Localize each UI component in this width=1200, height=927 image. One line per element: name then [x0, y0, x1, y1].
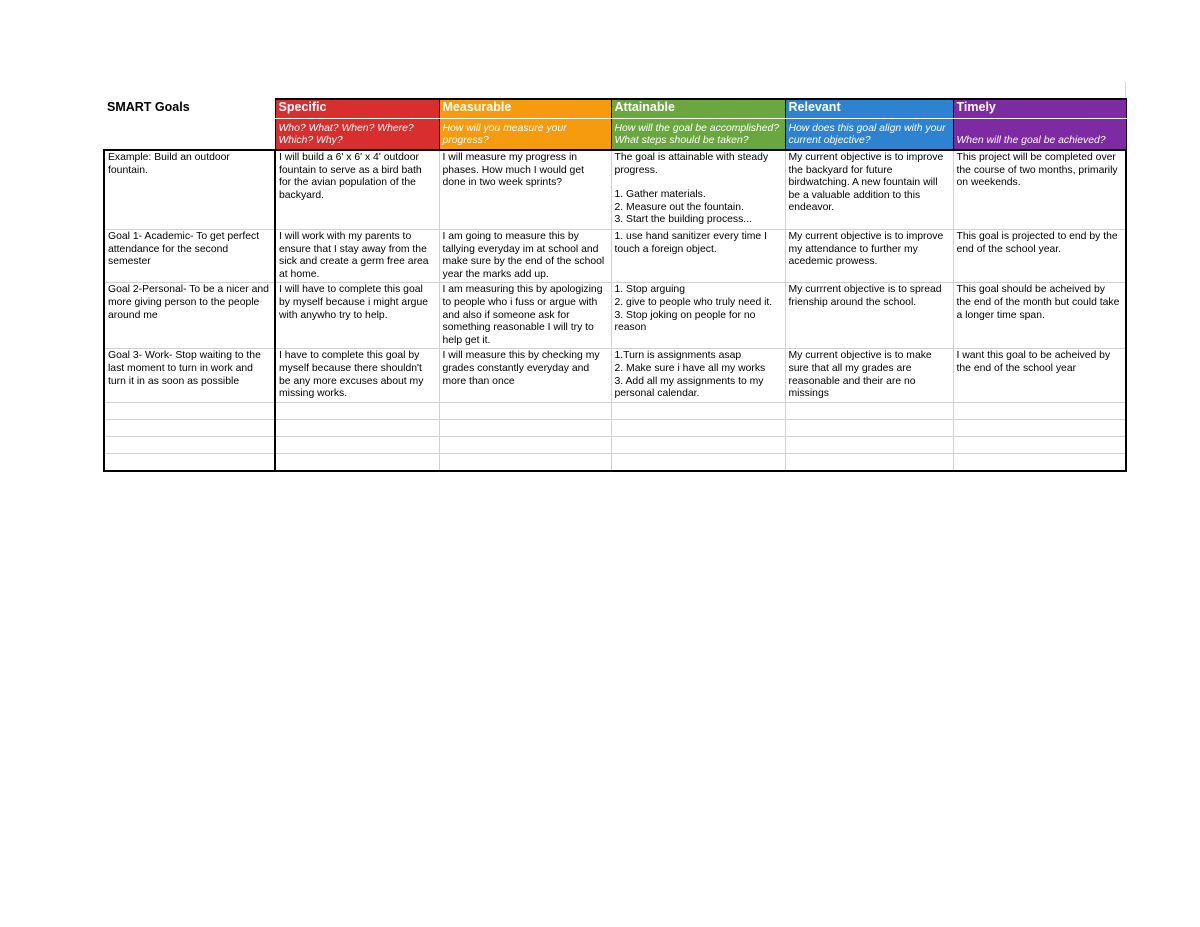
header-specific: Specific: [275, 99, 439, 119]
attainable-step: 2. Make sure i have all my works: [614, 362, 766, 374]
empty-cell[interactable]: [611, 419, 785, 436]
timely-cell[interactable]: I want this goal to be acheived by the end of the school year: [953, 349, 1126, 402]
goal-cell[interactable]: Goal 2-Personal- To be a nicer and more giving person to the people around me: [104, 283, 275, 349]
smart-goals-table: [103, 98, 1127, 472]
attainable-step: 2. Measure out the fountain.: [614, 201, 744, 213]
attainable-cell[interactable]: [611, 349, 785, 402]
measurable-cell[interactable]: I am measuring this by apologizing to people who i fuss or argue with and also if someone ask for something reasonable I will try to help get it.: [439, 283, 611, 349]
empty-cell[interactable]: [785, 453, 953, 471]
empty-row: [104, 453, 1126, 471]
header-timely: Timely: [953, 99, 1126, 119]
empty-cell[interactable]: [785, 436, 953, 453]
prompt-measurable: How will you measure your progress?: [439, 119, 611, 151]
sheet-title: SMART Goals: [107, 100, 190, 114]
empty-row: [104, 436, 1126, 453]
table-row: [104, 349, 1126, 402]
empty-row: [104, 402, 1126, 419]
attainable-step: 3. Start the building process...: [614, 214, 752, 226]
relevant-cell[interactable]: My currrent objective is to spread frienship around the school.: [785, 283, 953, 349]
header-attainable: Attainable: [611, 99, 785, 119]
timely-cell[interactable]: This goal should be acheived by the end of the month but could take a longer time span.: [953, 283, 1126, 349]
empty-cell[interactable]: [785, 402, 953, 419]
attainable-step: 2. give to people who truly need it.: [614, 296, 773, 308]
header-measurable: Measurable: [439, 99, 611, 119]
empty-cell[interactable]: [439, 419, 611, 436]
empty-cell[interactable]: [611, 402, 785, 419]
attainable-step: 1. Gather materials.: [614, 189, 706, 201]
attainable-cell[interactable]: [611, 283, 785, 349]
table-row: [104, 230, 1126, 283]
attainable-cell[interactable]: [611, 150, 785, 230]
measurable-cell[interactable]: I will measure my progress in phases. How much I would get done in two week sprints?: [439, 150, 611, 230]
empty-cell[interactable]: [275, 453, 439, 471]
relevant-cell[interactable]: My current objective is to improve the backyard for future birdwatching. A new fountain will be a valuable addition to this endeavor.: [785, 150, 953, 230]
prompt-relevant: How does this goal align with your current objective?: [785, 119, 953, 151]
empty-cell[interactable]: [439, 436, 611, 453]
empty-cell[interactable]: [439, 402, 611, 419]
empty-cell[interactable]: [104, 402, 275, 419]
timely-cell[interactable]: This project will be completed over the course of two months, primarily on weekends.: [953, 150, 1126, 230]
specific-cell[interactable]: I will work with my parents to ensure that I stay away from the sick and create a germ free area at home.: [275, 230, 439, 283]
goal-cell[interactable]: Goal 3- Work- Stop waiting to the last moment to turn in work and turn it in as soon as possible: [104, 349, 275, 402]
empty-cell[interactable]: [611, 436, 785, 453]
empty-cell[interactable]: [439, 453, 611, 471]
specific-cell[interactable]: I will have to complete this goal by myself because i might argue with anywho try to help.: [275, 283, 439, 349]
measurable-cell[interactable]: I will measure this by checking my grades constantly everyday and more than once: [439, 349, 611, 402]
empty-cell[interactable]: [953, 436, 1126, 453]
header-relevant: Relevant: [785, 99, 953, 119]
attainable-step: 1. use hand sanitizer every time I touch a foreign object.: [614, 231, 767, 255]
empty-cell[interactable]: [104, 436, 275, 453]
goal-cell[interactable]: Goal 1- Academic- To get perfect attendance for the second semester: [104, 230, 275, 283]
table-row: [104, 150, 1126, 230]
attainable-intro: The goal is attainable with steady progress.: [614, 152, 769, 176]
measurable-cell[interactable]: I am going to measure this by tallying everyday im at school and make sure by the end of the school year the marks add up.: [439, 230, 611, 283]
empty-cell[interactable]: [953, 419, 1126, 436]
attainable-step: 1. Stop arguing: [614, 284, 685, 296]
relevant-cell[interactable]: My current objective is to improve my attendance to further my acedemic prowess.: [785, 230, 953, 283]
empty-cell[interactable]: [275, 436, 439, 453]
empty-cell[interactable]: [953, 402, 1126, 419]
empty-cell[interactable]: [275, 419, 439, 436]
timely-cell[interactable]: This goal is projected to end by the end of the school year.: [953, 230, 1126, 283]
table-row: [104, 283, 1126, 349]
prompt-specific: Who? What? When? Where? Which? Why?: [275, 119, 439, 151]
empty-cell[interactable]: [104, 453, 275, 471]
empty-cell[interactable]: [611, 453, 785, 471]
specific-cell[interactable]: I will build a 6' x 6' x 4' outdoor fountain to serve as a bird bath for the avian population of the backyard.: [275, 150, 439, 230]
attainable-step: 3. Stop joking on people for no reason: [614, 309, 756, 334]
prompt-attainable: How will the goal be accomplished? What steps should be taken?: [611, 119, 785, 151]
attainable-step: 1.Turn is assignments asap: [614, 350, 742, 362]
specific-cell[interactable]: I have to complete this goal by myself because there shouldn't be any more excuses about my missing works.: [275, 349, 439, 402]
goal-cell[interactable]: Example: Build an outdoor fountain.: [104, 150, 275, 230]
empty-row: [104, 419, 1126, 436]
prompt-timely: When will the goal be achieved?: [953, 119, 1126, 151]
empty-cell[interactable]: [953, 453, 1126, 471]
attainable-step: 3. Add all my assignments to my personal calendar.: [614, 375, 764, 400]
empty-cell[interactable]: [275, 402, 439, 419]
empty-cell[interactable]: [785, 419, 953, 436]
empty-cell[interactable]: [104, 419, 275, 436]
attainable-cell[interactable]: [611, 230, 785, 283]
relevant-cell[interactable]: My current objective is to make sure that all my grades are reasonable and their are no missings: [785, 349, 953, 402]
